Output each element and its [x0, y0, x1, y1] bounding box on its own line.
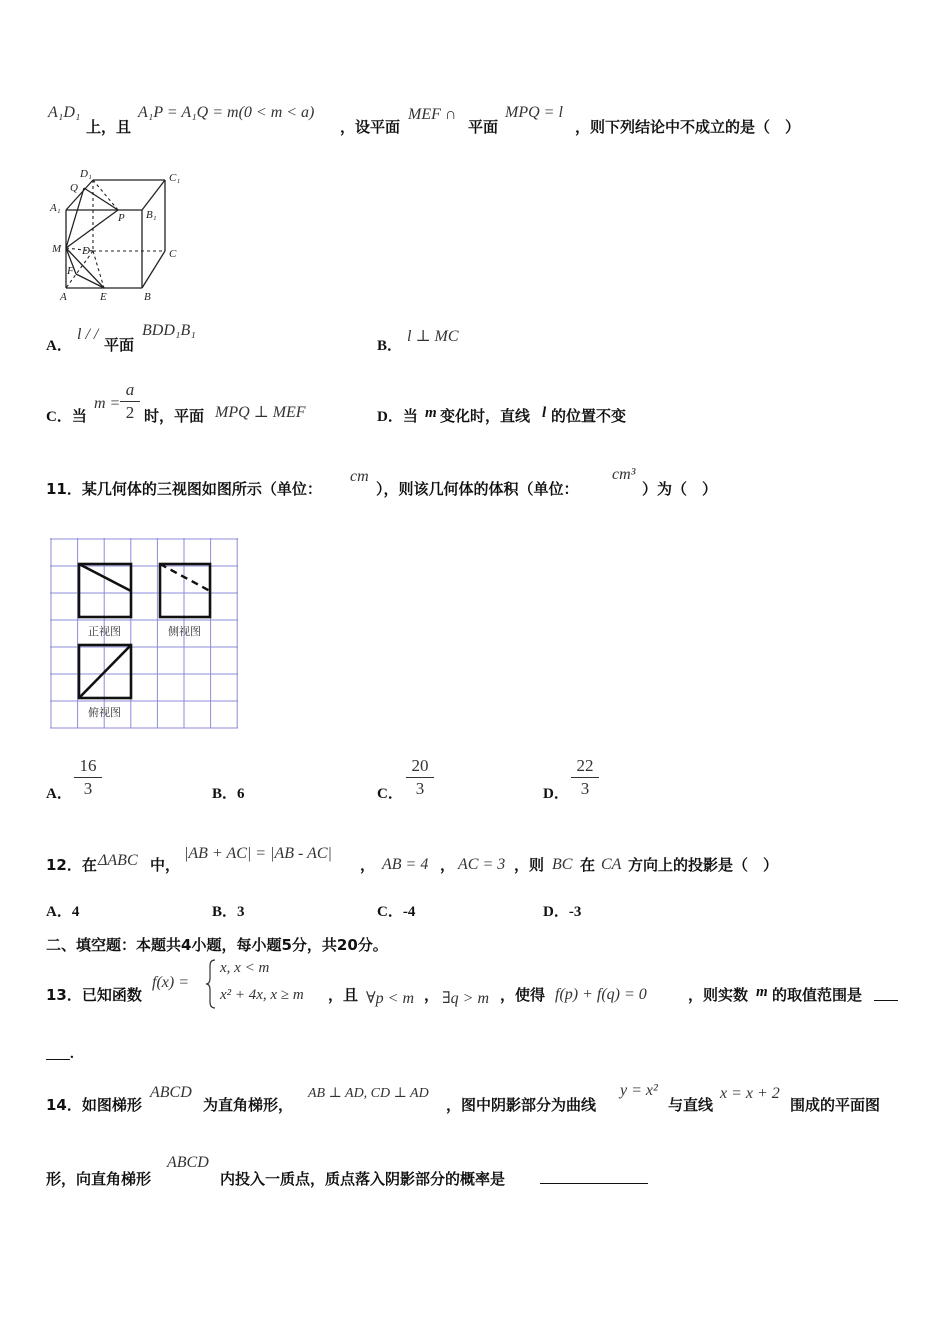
- label-p: P: [118, 212, 125, 224]
- label-e: E: [100, 291, 107, 302]
- q10-option-c-fraction: [120, 380, 140, 423]
- q11-option-c-label: C．: [377, 786, 403, 802]
- q10-option-a-label: A．: [46, 338, 72, 354]
- q13-math-forall: ∀p < m: [366, 990, 415, 1007]
- top-view-label: 俯视图: [88, 707, 121, 719]
- q10-option-d-text: 变化时，直线: [440, 407, 531, 425]
- q14-stem-5: 围成的平面图: [790, 1096, 881, 1114]
- q13-math-exists: ∃q > m: [442, 990, 490, 1007]
- q13-stem-5: ，则实数: [688, 986, 749, 1004]
- q10-cube-figure: [48, 166, 188, 302]
- q11-stem-1: 11．某几何体的三视图如图所示（单位：: [46, 480, 322, 498]
- q12-option-b: B．3: [212, 904, 245, 920]
- q11-unit-1: cm: [350, 468, 369, 485]
- q12-stem-7: 方向上的投影是（ ）: [628, 856, 779, 874]
- label-m: M: [52, 243, 62, 255]
- q10-option-b-math: l ⊥ MC: [407, 328, 459, 345]
- q12-stem-6: 在: [580, 856, 596, 874]
- q11-option-b: B．6: [212, 786, 245, 802]
- q11-unit-2: cm³: [612, 466, 636, 483]
- q13-stem-6: 的取值范围是: [772, 986, 863, 1004]
- q10-text-1: 上，且: [86, 118, 132, 136]
- q14-math-line: x = x + 2: [720, 1085, 780, 1102]
- q11-stem-2: ），则该几何体的体积（单位：: [376, 480, 579, 498]
- q10-math-condition: A₁P = A₁Q = m(0 < m < a): [138, 104, 315, 121]
- q10-text-2: ，设平面: [340, 118, 401, 136]
- q12-stem-2: 中，: [150, 856, 181, 874]
- q10-option-d-var: m: [425, 405, 437, 421]
- q10-option-a-math: l / /: [77, 326, 99, 343]
- q14-stem-1: 14．如图梯形: [46, 1096, 142, 1114]
- q10-option-c-math: m =: [94, 395, 121, 412]
- q10-option-c-text: 时，平面: [144, 407, 205, 425]
- q12-stem-3: ，: [360, 856, 376, 874]
- side-view-label: 侧视图: [168, 626, 201, 638]
- q11-option-d-num: 22: [571, 756, 599, 778]
- q12-option-c: C．-4: [377, 904, 416, 920]
- q10-option-c-num: a: [120, 380, 140, 402]
- q12-option-a: A．4: [46, 904, 80, 920]
- q13-var-m: m: [756, 984, 768, 1000]
- q13-brace: [205, 958, 217, 1010]
- q14-math-abcd-2: ABCD: [167, 1154, 209, 1171]
- front-view-label: 正视图: [88, 626, 121, 638]
- q13-answer-blank-1[interactable]: [874, 1000, 898, 1001]
- label-c: C: [169, 248, 177, 260]
- q11-option-d-den: 3: [580, 779, 590, 798]
- q10-option-a-math2: BDD₁B₁: [142, 322, 196, 339]
- q11-option-c-den: 3: [415, 779, 425, 798]
- q13-end: .: [70, 1046, 74, 1062]
- q12-math-triangle: ΔABC: [98, 852, 138, 869]
- q10-option-d-label: D．当: [377, 409, 418, 425]
- q10-text-4: ，则下列结论中不成立的是（ ）: [575, 118, 801, 136]
- label-a1: A₁: [50, 202, 61, 214]
- q12-stem-1: 12．在: [46, 856, 97, 874]
- q10-option-d-var2: l: [542, 405, 547, 421]
- q13-case-1: x, x < m: [220, 960, 270, 976]
- q10-math-mpq: MPQ = l: [505, 104, 563, 121]
- q13-stem-4: ，使得: [500, 986, 546, 1004]
- q11-option-c-num: 20: [406, 756, 434, 778]
- q10-math-mef: MEF ∩: [408, 106, 457, 123]
- q11-option-a-num: 16: [74, 756, 102, 778]
- q14-stem-2: 为直角梯形，: [203, 1096, 294, 1114]
- label-d: D: [82, 245, 90, 257]
- label-b1: B₁: [146, 209, 157, 221]
- q13-stem-1: 13．已知函数: [46, 986, 142, 1004]
- q10-text-3: 平面: [468, 118, 499, 136]
- q14-math-perp: AB ⊥ AD, CD ⊥ AD: [308, 1086, 429, 1101]
- q12-math-vectors: |AB + AC| = |AB - AC|: [184, 845, 332, 862]
- q10-option-d-text2: 的位置不变: [551, 407, 627, 425]
- q12-math-ac: AC = 3: [458, 856, 506, 873]
- q11-option-a-fraction: [74, 756, 102, 799]
- label-a: A: [60, 291, 67, 302]
- q11-option-d-fraction: [571, 756, 599, 799]
- q10-math-a1d1: A₁D₁: [48, 104, 81, 121]
- q14-math-abcd: ABCD: [150, 1084, 192, 1101]
- q11-option-a-den: 3: [83, 779, 93, 798]
- q11-three-view-figure: [50, 538, 240, 730]
- q10-option-b-label: B．: [377, 338, 403, 354]
- section-2-heading: 二、填空题：本题共4小题，每小题5分，共20分。: [46, 936, 388, 954]
- q11-option-d-label: D．: [543, 786, 569, 802]
- q13-case-2: x² + 4x, x ≥ m: [220, 987, 304, 1003]
- label-d1: D₁: [80, 168, 92, 180]
- q11-option-a-label: A．: [46, 786, 72, 802]
- q10-option-c-label: C．当: [46, 409, 87, 425]
- q12-math-ab: AB = 4: [382, 856, 429, 873]
- q13-stem-3: ，: [424, 986, 440, 1004]
- q12-option-d: D．-3: [543, 904, 582, 920]
- q14-stem-3: ，图中阴影部分为曲线: [446, 1096, 597, 1114]
- q12-stem-4: ，: [440, 856, 456, 874]
- q13-stem-2: ，且: [328, 986, 359, 1004]
- label-q: Q: [70, 182, 78, 194]
- q12-math-ca: CA: [601, 856, 622, 873]
- q13-answer-blank-2[interactable]: [46, 1059, 70, 1060]
- q10-option-a-text: 平面: [104, 336, 135, 354]
- q10-option-c-math2: MPQ ⊥ MEF: [215, 404, 306, 421]
- q11-stem-3: ）为（ ）: [642, 480, 718, 498]
- q11-option-c-fraction: [406, 756, 434, 799]
- q12-math-bc: BC: [552, 856, 573, 873]
- label-f: F: [67, 265, 74, 277]
- q14-stem-7: 内投入一质点，质点落入阴影部分的概率是: [220, 1170, 506, 1188]
- q13-func: f(x) =: [152, 974, 189, 991]
- q12-stem-5: ，则: [514, 856, 545, 874]
- label-b: B: [144, 291, 151, 302]
- q10-option-c-den: 2: [125, 403, 135, 422]
- q14-stem-4: 与直线: [668, 1096, 714, 1114]
- q13-math-equation: f(p) + f(q) = 0: [555, 986, 647, 1003]
- q14-stem-6: 形，向直角梯形: [46, 1170, 152, 1188]
- q14-math-curve: y = x²: [620, 1082, 658, 1099]
- q14-answer-blank[interactable]: [540, 1183, 648, 1184]
- label-c1: C₁: [169, 172, 181, 184]
